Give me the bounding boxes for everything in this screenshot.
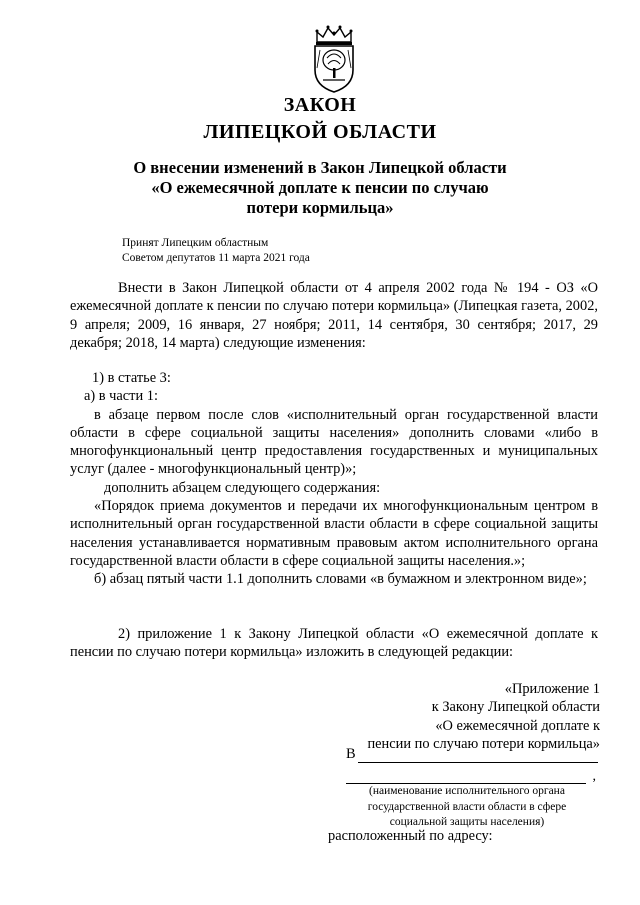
appendix-line4: пенсии по случаю потери кормильца» [367, 735, 600, 752]
law-title-line2: ЛИПЕЦКОЙ ОБЛАСТИ [203, 121, 437, 143]
adoption-line1: Принят Липецким областным [122, 237, 269, 249]
addressee-line-2 [346, 767, 596, 784]
item-1: 1) в статье 3: [92, 370, 171, 386]
subtitle-line3: потери кормильца» [246, 198, 394, 217]
item-1a-quote: «Порядок приема документов и передачи их многофункциональным центром в исполнительный орган государственной власти области в сфере социальной защиты населения устанавливается нормативным правовым актом исполнительного органа государственной власти области в сфере социальной защиты населения.»; [70, 498, 598, 569]
subtitle-line1: О внесении изменений в Закон Липецкой области [133, 158, 507, 177]
amendments-block [70, 369, 598, 589]
coat-of-arms-icon [303, 22, 365, 94]
item-1a: а) в части 1: [84, 388, 158, 405]
intro-paragraph [70, 279, 598, 352]
appendix-line3: «О ежемесячной доплате к [435, 717, 600, 734]
subtitle-line2: «О ежемесячной доплате к пенсии по случаю [151, 178, 489, 197]
addressee-note [338, 784, 596, 831]
item-1b: б) абзац пятый части 1.1 дополнить словами «в бумажном и электронном виде»; [94, 571, 587, 588]
appendix-header [340, 680, 600, 753]
addressee-block [346, 748, 598, 784]
note-line1: (наименование исполнительного органа [369, 785, 565, 797]
item-1a-text: в абзаце первом после слов «исполнительный орган государственной власти области в сфере социальной защиты населения» дополнить словами «либо в многофункциональный центр предоставления государственных и муниципальных услуг (далее - многофункциональный центр)»; [70, 406, 598, 478]
item-2: 2) приложение 1 к Закону Липецкой области «О ежемесячной доплате к пенсии по случаю потери кормильца» изложить в следующей редакции: [70, 626, 598, 661]
note-line3: социальной защиты населения) [389, 816, 545, 828]
item-1a-add: дополнить абзацем следующего содержания: [104, 479, 381, 496]
addressee-row [346, 748, 598, 763]
adoption-line2: Советом депутатов 11 марта 2021 года [122, 252, 310, 264]
law-subtitle [0, 158, 640, 218]
note-line2: государственной власти области в сфере [367, 800, 567, 813]
addressee-prefix: В [346, 746, 356, 762]
appendix-line2: к Закону Липецкой области [431, 699, 600, 716]
item-2-paragraph [70, 625, 598, 662]
intro-text: Внести в Закон Липецкой области от 4 апреля 2002 года № 194 - ОЗ «О ежемесячной доплате к пенсии по случаю потери кормильца» (Липецкая газета, 2002, 9 апреля; 2009, 16 января, 27 ноября; 2011, 14 сентября, 30 сентября; 2017, 29 декабря; 2018, 14 марта) следующие изменения: [70, 280, 598, 351]
addressee-line [358, 748, 598, 763]
law-title-line1: ЗАКОН [283, 94, 357, 116]
located-label: расположенный по адресу: [328, 828, 493, 844]
adoption-note [122, 236, 310, 266]
addressee-comma: , [592, 769, 596, 784]
appendix-line1: «Приложение 1 [504, 681, 600, 697]
